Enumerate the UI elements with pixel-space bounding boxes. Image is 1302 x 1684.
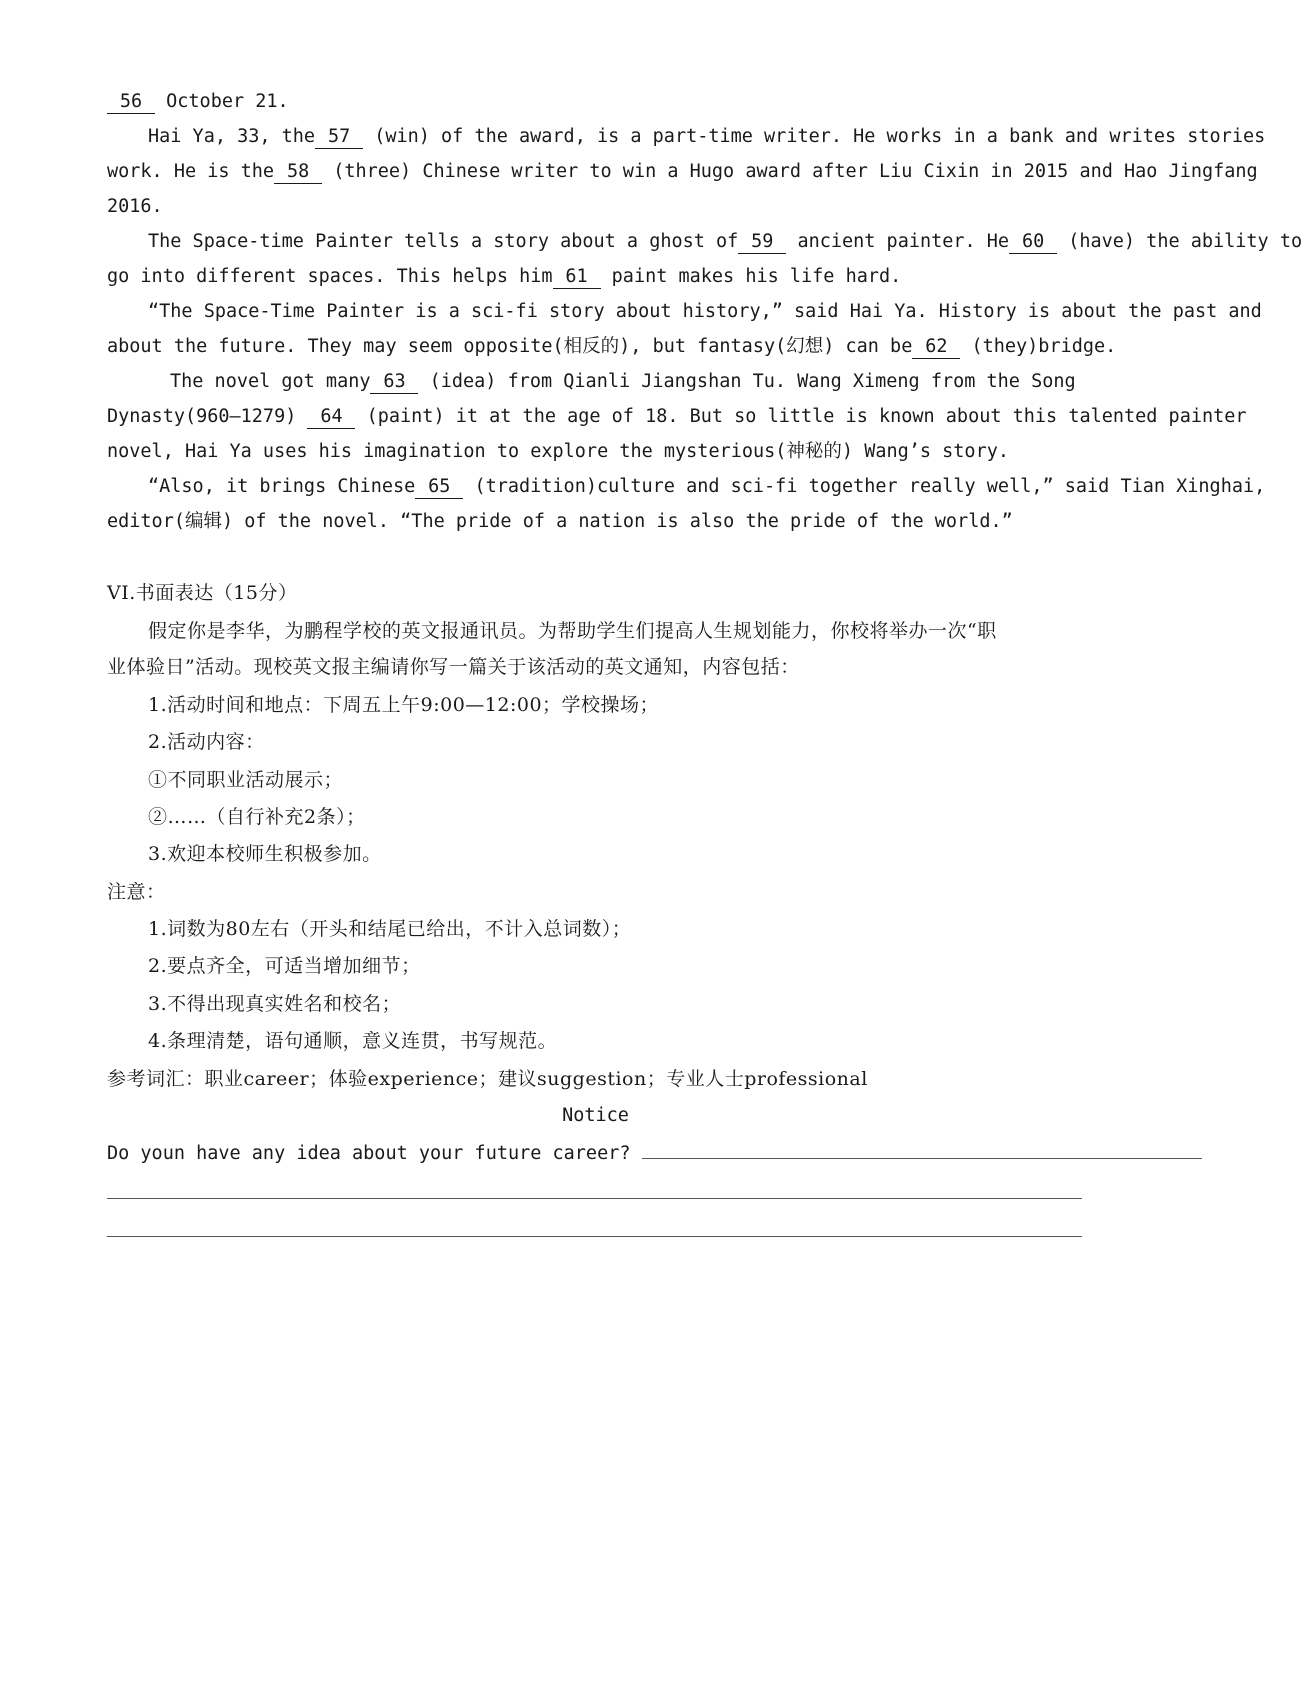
passage-text: paint makes his life hard. xyxy=(600,266,902,287)
note-item-4: 4.条理清楚，语句通顺，意义连贯，书写规范。 xyxy=(148,1030,558,1052)
answer-line[interactable] xyxy=(107,1236,1082,1237)
writing-intro-line-2: 业体验日”活动。现校英文报主编请你写一篇关于该活动的英文通知，内容包括： xyxy=(107,656,800,678)
passage-text: (they)bridge. xyxy=(960,336,1117,357)
content-item-3: 3.欢迎本校师生积极参加。 xyxy=(148,843,382,865)
blank-59[interactable]: 59 xyxy=(738,231,786,254)
passage-text: about the future. They may seem opposite(相反的), but fantasy(幻想) can be xyxy=(107,336,913,357)
writing-heading: VI.书面表达（15分） xyxy=(107,582,298,604)
passage-line-1 xyxy=(107,89,289,115)
content-item-2: 2.活动内容： xyxy=(148,731,265,753)
passage-text: Dynasty(960—1279) xyxy=(107,406,308,427)
passage-text: (tradition)culture and sci-fi together really well,” said Tian Xinghai, xyxy=(463,476,1266,497)
passage-line-12 xyxy=(148,474,1265,500)
passage-line-11: novel, Hai Ya uses his imagination to explore the mysterious(神秘的) Wang’s story. xyxy=(107,441,1009,462)
answer-line[interactable] xyxy=(642,1142,1202,1159)
passage-text: (three) Chinese writer to win a Hugo award after Liu Cixin in 2015 and Hao Jingfang xyxy=(322,161,1258,182)
note-label: 注意： xyxy=(107,881,166,903)
answer-line[interactable] xyxy=(107,1198,1082,1199)
blank-64[interactable]: 64 xyxy=(307,406,355,429)
passage-text: work. He is the xyxy=(107,161,275,182)
passage-line-13: editor(编辑) of the novel. “The pride of a nation is also the pride of the world.” xyxy=(107,511,1013,532)
passage-line-8 xyxy=(107,334,1116,360)
passage-text: (paint) it at the age of 18. But so little is known about this talented painter xyxy=(355,406,1247,427)
passage-text: The novel got many xyxy=(170,371,371,392)
passage-text: Hai Ya, 33, the xyxy=(148,126,316,147)
notice-opening-text: Do youn have any idea about your future career? xyxy=(107,1143,642,1164)
passage-line-5 xyxy=(148,229,1302,255)
writing-intro-line-1: 假定你是李华，为鹏程学校的英文报通讯员。为帮助学生们提高人生规划能力，你校将举办一次“职 xyxy=(148,620,997,642)
notice-opening-line xyxy=(107,1141,1202,1167)
passage-line-6 xyxy=(107,264,901,290)
reference-vocabulary: 参考词汇：职业career；体验experience；建议suggestion；专业人士professional xyxy=(107,1068,868,1090)
blank-58[interactable]: 58 xyxy=(274,161,322,184)
blank-57[interactable]: 57 xyxy=(315,126,363,149)
blank-61[interactable]: 61 xyxy=(553,266,601,289)
note-item-2: 2.要点齐全，可适当增加细节； xyxy=(148,955,421,977)
passage-text: The Space-time Painter tells a story about a ghost of xyxy=(148,231,739,252)
blank-62[interactable]: 62 xyxy=(912,336,960,359)
note-item-3: 3.不得出现真实姓名和校名； xyxy=(148,993,402,1015)
content-item-2b: ②……（自行补充2条）； xyxy=(148,806,366,828)
passage-line-4: 2016. xyxy=(107,196,163,217)
passage-text: (win) of the award, is a part-time writer. He works in a bank and writes stories xyxy=(363,126,1266,147)
content-item-1: 1.活动时间和地点：下周五上午9:00—12:00；学校操场； xyxy=(148,694,660,716)
passage-text: October 21. xyxy=(155,91,289,112)
notice-title: Notice xyxy=(562,1105,629,1126)
content-item-2a: ①不同职业活动展示； xyxy=(148,769,344,791)
passage-text: go into different spaces. This helps him xyxy=(107,266,553,287)
blank-63[interactable]: 63 xyxy=(370,371,418,394)
passage-line-2 xyxy=(148,124,1265,150)
note-item-1: 1.词数为80左右（开头和结尾已给出，不计入总词数）； xyxy=(148,918,632,940)
blank-56[interactable]: 56 xyxy=(107,91,155,114)
blank-60[interactable]: 60 xyxy=(1009,231,1057,254)
passage-line-9 xyxy=(170,369,1076,395)
passage-text: “Also, it brings Chinese xyxy=(148,476,416,497)
passage-text: ancient painter. He xyxy=(786,231,1010,252)
passage-line-3 xyxy=(107,159,1258,185)
passage-text: (have) the ability to xyxy=(1057,231,1302,252)
blank-65[interactable]: 65 xyxy=(415,476,463,499)
passage-line-10 xyxy=(107,404,1247,430)
passage-line-7: “The Space-Time Painter is a sci-fi story about history,” said Hai Ya. History is about the past and xyxy=(148,301,1262,322)
passage-text: (idea) from Qianli Jiangshan Tu. Wang Ximeng from the Song xyxy=(418,371,1076,392)
